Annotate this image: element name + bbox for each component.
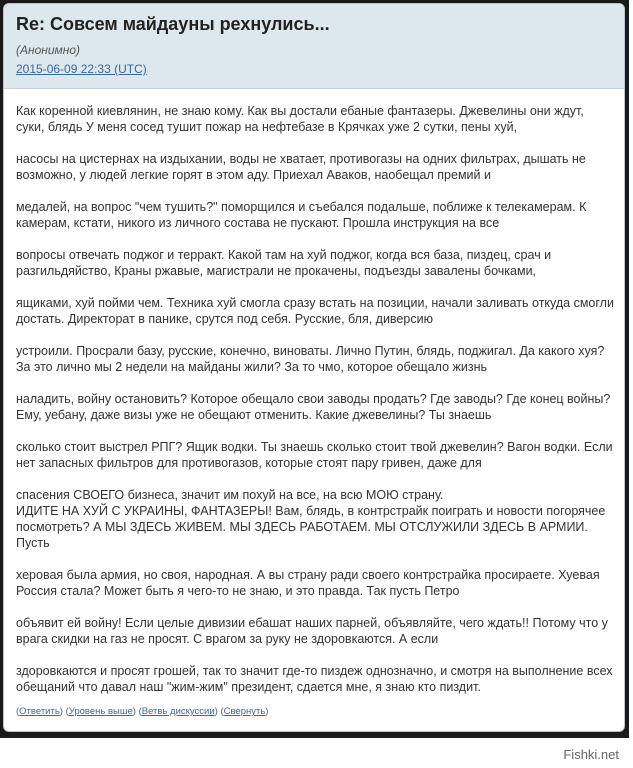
comment-header	[4, 4, 624, 89]
comment-card	[3, 3, 625, 732]
comment-paragraph: сколько стоит выстрел РПГ? Ящик водки. Ты знаешь сколько стоит твой джевелин? Вагон водки. Если нет запасных фильтров для противогазов, которые стоят пару гривен, даже для	[16, 440, 613, 470]
comment-paragraph: наладить, войну остановить? Которое обещало свои заводы продать? Где заводы? Где конец войны? Ему, уебану, даже визы уже не обещают отменить. Какие джевелины? Ты знаешь	[16, 392, 611, 422]
parent-link[interactable]: Уровень выше	[68, 706, 133, 717]
comment-title: Re: Совсем майдауны рехнулись...	[16, 14, 330, 34]
comment-paragraph: Как коренной киевлянин, не знаю кому. Как вы достали ебаные фантазеры. Джевелины они ждут, суки, блядь У меня сосед тушит пожар на нефтебазе в Крячках уже 2 сутки, пены хуй,	[16, 104, 584, 134]
comment-paragraph: медалей, на вопрос "чем тушить?" поморщился и съебался подальше, поближе к телекамерам. К камерам, кстати, никого из личного состава не пускают. Прошла инструкция на все	[16, 200, 587, 230]
comment-paragraph: ящиками, хуй пойми чем. Техника хуй смогла сразу встать на позиции, начали заливать откуда смогли достать. Директорат в панике, срутся под себя. Русские, бля, диверсию	[16, 296, 614, 326]
comment-body	[4, 89, 624, 695]
collapse-link[interactable]: Свернуть	[223, 706, 266, 717]
comment-date-link[interactable]: 2015-06-09 22:33 (UTC)	[16, 62, 147, 76]
comment-paragraph: объявит ей войну! Если целые дивизии ебашат наших парней, объявляйте, чего ждать!! Потому что у врага скидки на газ не просят. С врагом за руку не здоровкаются. А если	[16, 616, 608, 646]
reply-link[interactable]: Ответить	[19, 706, 60, 717]
comment-paragraph: устроили. Просрали базу, русские, конечно, виноваты. Лично Путин, блядь, поджигал. Да какого хуя? За это лично мы 2 недели на майданы жили? За то чмо, которое обещало жизнь	[16, 344, 605, 374]
comment-paragraph: херовая была армия, но своя, народная. А вы страну ради своего контрстрайка просираете. Хуевая Россия стала? Может быть я чего-то не знаю, и это правда. Так пусть Петро	[16, 568, 600, 598]
comment-paragraph: вопросы отвечать поджог и терракт. Какой там на хуй поджог, когда вся база, пиздец, срач и разгильдяйство, Краны ржавые, магистрали не прокачены, подъезды завалены бочками,	[16, 248, 552, 278]
comment-author: (Анонимно)	[16, 43, 81, 57]
thread-link[interactable]: Ветвь дискуссии	[141, 706, 215, 717]
comment-paragraph: спасения СВОЕГО бизнеса, значит им похуй на все, на всю МОЮ страну. ИДИТЕ НА ХУЙ С УКРАИНЫ, ФАНТАЗЕРЫ! Вам, блядь, в контрстрайк поиграть и новости погорячее посмотреть? А МЫ ЗДЕСЬ ЖИВЕМ. МЫ ЗДЕСЬ РАБОТАЕМ. МЫ ОТСЛУЖИЛИ ЗДЕСЬ В АРМИИ. Пусть	[16, 488, 606, 550]
comment-paragraph: здоровкаются и просят грошей, так то значит где-то пиздеж однозначно, и смотря на выполнение всех обещаний что давал наш "жим-жим" президент, сдается мне, я знаю кто пиздит.	[16, 664, 613, 694]
comment-paragraph: насосы на цистернах на издыхании, воды не хватает, противогазы на одних фильтрах, дышать не возможно, у людей легкие горят в этом аду. Приехал Аваков, наобещал премий и	[16, 152, 586, 182]
watermark: Fishki.net	[563, 747, 619, 762]
comment-actions: (Ответить) (Уровень выше) (Ветвь дискуссии) (Свернуть)	[16, 706, 269, 717]
